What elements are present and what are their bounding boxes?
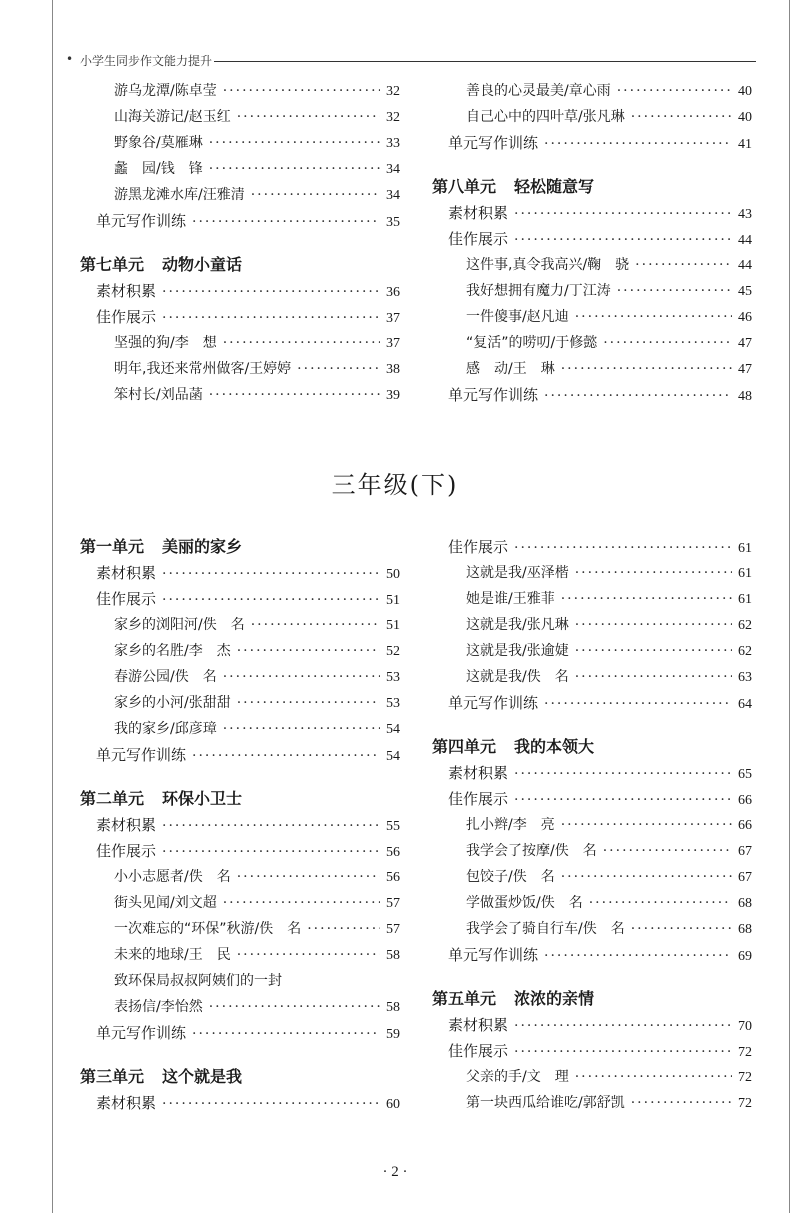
toc-page-number: 67: [738, 844, 752, 859]
toc-article-entry[interactable]: [432, 586, 752, 612]
unit-heading: [432, 986, 752, 1012]
toc-entry-label: 游黑龙滩水库/汪雅清: [114, 187, 245, 203]
section-gap: [432, 156, 752, 174]
toc-entry-label: 明年,我还来常州做客/王婷婷: [114, 361, 292, 377]
toc-entry-label: 街头见闻/刘文超: [114, 895, 217, 911]
toc-entry-label: 一件傻事/赵凡迪: [466, 309, 569, 325]
dot-leader: [251, 612, 380, 638]
toc-entry-label: 单元写作训练: [448, 946, 539, 964]
toc-page-number: 45: [738, 284, 752, 299]
toc-entry-label: 我学会了按摩/佚 名: [466, 843, 597, 859]
toc-article-entry[interactable]: [432, 638, 752, 664]
toc-section-entry[interactable]: [80, 1090, 400, 1116]
toc-page-number: 32: [386, 84, 400, 99]
toc-section-entry[interactable]: [432, 382, 752, 408]
toc-page-number: 46: [738, 310, 752, 325]
toc-entry-label: 佳作展示: [448, 1042, 509, 1060]
dot-leader: [544, 691, 732, 717]
toc-page-number: 66: [738, 793, 752, 808]
unit-title: 我的本领大: [514, 737, 595, 756]
unit-heading: [80, 252, 400, 278]
toc-column-top-right: [432, 78, 752, 408]
dot-leader: [192, 209, 380, 235]
dot-leader: [237, 690, 380, 716]
toc-entry-label: 素材积累: [96, 816, 157, 834]
toc-page-number: 72: [738, 1045, 752, 1060]
dot-leader: [514, 1013, 732, 1039]
dot-leader: [307, 916, 380, 942]
toc-page-number: 69: [738, 949, 752, 964]
toc-section-entry[interactable]: [80, 586, 400, 612]
dot-leader: [162, 561, 380, 587]
toc-page-number: 51: [386, 618, 400, 633]
dot-leader: [237, 104, 380, 130]
unit-heading: [432, 174, 752, 200]
toc-entry-label: 佳作展示: [96, 590, 157, 608]
dot-leader: [575, 1064, 732, 1090]
toc-article-entry[interactable]: [80, 130, 400, 156]
toc-section-entry[interactable]: [80, 742, 400, 768]
unit-number: 第二单元: [80, 789, 145, 808]
toc-section-entry[interactable]: [432, 690, 752, 716]
toc-entry-label: 一次难忘的“环保”秋游/佚 名: [114, 921, 302, 937]
toc-section-entry[interactable]: [80, 278, 400, 304]
toc-article-entry[interactable]: [432, 1090, 752, 1116]
unit-number: 第五单元: [432, 989, 497, 1008]
toc-page-number: 37: [386, 336, 400, 351]
toc-entry-label: 素材积累: [448, 204, 509, 222]
toc-entry-label: 表扬信/李怡然: [114, 999, 203, 1015]
toc-entry-label: 素材积累: [96, 564, 157, 582]
toc-entry-label: 这就是我/张凡琳: [466, 617, 569, 633]
toc-article-entry[interactable]: [432, 864, 752, 890]
toc-page-number: 62: [738, 618, 752, 633]
dot-leader: [209, 130, 380, 156]
dot-leader: [631, 1090, 732, 1116]
toc-page-number: 61: [738, 592, 752, 607]
toc-entry-label: 春游公园/佚 名: [114, 669, 217, 685]
toc-article-entry[interactable]: [432, 78, 752, 104]
dot-leader: [192, 1021, 380, 1047]
dot-leader: [561, 356, 732, 382]
toc-article-entry[interactable]: [432, 104, 752, 130]
toc-entry-label: 这件事,真令我高兴/鞠 骁: [466, 257, 630, 273]
toc-article-entry[interactable]: [80, 638, 400, 664]
dot-leader: [617, 78, 732, 104]
toc-page-number: 54: [386, 722, 400, 737]
toc-article-entry[interactable]: [432, 838, 752, 864]
toc-page-number: 37: [386, 311, 400, 326]
toc-page-number: 55: [386, 819, 400, 834]
toc-column-top-left: [80, 78, 400, 408]
toc-page-number: 68: [738, 896, 752, 911]
dot-leader: [575, 304, 732, 330]
dot-leader: [223, 890, 380, 916]
toc-page-number: 68: [738, 922, 752, 937]
toc-entry-label: 素材积累: [96, 1094, 157, 1112]
toc-article-entry[interactable]: [432, 890, 752, 916]
toc-page-number: 70: [738, 1019, 752, 1034]
dot-leader: [209, 994, 380, 1020]
toc-entry-label: 单元写作训练: [96, 212, 187, 230]
toc-entry-label: 单元写作训练: [448, 694, 539, 712]
toc-article-entry[interactable]: [432, 252, 752, 278]
toc-article-entry[interactable]: [432, 612, 752, 638]
toc-article-entry[interactable]: [80, 994, 400, 1020]
dot-leader: [575, 612, 732, 638]
unit-number: 第三单元: [80, 1067, 145, 1086]
toc-entry-label: 佳作展示: [448, 790, 509, 808]
dot-leader: [162, 1091, 380, 1117]
toc-page-number: 34: [386, 162, 400, 177]
toc-entry-label: 素材积累: [448, 1016, 509, 1034]
toc-article-entry[interactable]: [80, 690, 400, 716]
toc-page-number: 53: [386, 670, 400, 685]
toc-page-number: 65: [738, 767, 752, 782]
toc-page-number: 35: [386, 215, 400, 230]
toc-entry-continued[interactable]: 致环保局叔叔阿姨们的一封: [114, 973, 282, 989]
toc-entry-label: 父亲的手/文 理: [466, 1069, 569, 1085]
toc-entry-label: 蠡 园/钱 锋: [114, 161, 203, 177]
toc-entry-label: 我的家乡/邱彦璋: [114, 721, 217, 737]
toc-entry-label: 单元写作训练: [96, 746, 187, 764]
toc-entry-label: 单元写作训练: [448, 134, 539, 152]
toc-entry-label: 善良的心灵最美/章心雨: [466, 83, 611, 99]
toc-entry-label: 包饺子/佚 名: [466, 869, 555, 885]
toc-article-entry[interactable]: [80, 156, 400, 182]
section-gap: [80, 1046, 400, 1064]
toc-entry-label: 家乡的名胜/李 杰: [114, 643, 231, 659]
toc-entry-label: 自己心中的四叶草/张凡琳: [466, 109, 625, 125]
toc-page-number: 40: [738, 84, 752, 99]
toc-article-entry[interactable]: [80, 864, 400, 890]
toc-page-number: 39: [386, 388, 400, 403]
toc-page-number: 58: [386, 1000, 400, 1015]
dot-leader: [514, 761, 732, 787]
unit-number: 第七单元: [80, 255, 145, 274]
page-number: · 2 ·: [382, 1164, 408, 1180]
toc-entry-label: 佳作展示: [448, 538, 509, 556]
dot-leader: [162, 587, 380, 613]
toc-entry-label: 这就是我/佚 名: [466, 669, 569, 685]
toc-page-number: 60: [386, 1097, 400, 1112]
toc-page-number: 67: [738, 870, 752, 885]
dot-leader: [617, 278, 732, 304]
unit-number: 第八单元: [432, 177, 497, 196]
dot-leader: [192, 743, 380, 769]
section-gap: [80, 768, 400, 786]
dot-leader: [162, 813, 380, 839]
toc-entry-label: 第一块西瓜给谁吃/郭舒凯: [466, 1095, 625, 1111]
toc-page-number: 57: [386, 896, 400, 911]
toc-page-number: 56: [386, 845, 400, 860]
toc-entry-label: 佳作展示: [448, 230, 509, 248]
toc-entry-label: 坚强的狗/李 想: [114, 335, 217, 351]
toc-entry-label: 家乡的小河/张甜甜: [114, 695, 231, 711]
toc-entry-label: 佳作展示: [96, 308, 157, 326]
dot-leader: [514, 227, 732, 253]
toc-section-entry[interactable]: [432, 760, 752, 786]
unit-title: 美丽的家乡: [162, 537, 243, 556]
dot-leader: [162, 839, 380, 865]
dot-leader: [514, 201, 732, 227]
dot-leader: [544, 383, 732, 409]
unit-number: 第四单元: [432, 737, 497, 756]
toc-section-entry[interactable]: [80, 560, 400, 586]
toc-column-bottom-right: [432, 534, 752, 1116]
toc-section-entry[interactable]: [80, 838, 400, 864]
section-gap: [80, 234, 400, 252]
toc-page-number: 62: [738, 644, 752, 659]
toc-page-number: 59: [386, 1027, 400, 1042]
toc-page-number: 40: [738, 110, 752, 125]
section-gap: [432, 968, 752, 986]
toc-article-entry[interactable]: [432, 304, 752, 330]
toc-page-number: 58: [386, 948, 400, 963]
toc-page-number: 44: [738, 258, 752, 273]
toc-page-number: 66: [738, 818, 752, 833]
toc-section-entry[interactable]: [432, 534, 752, 560]
unit-title: 动物小童话: [162, 255, 243, 274]
toc-page-number: 33: [386, 136, 400, 151]
toc-section-entry[interactable]: [432, 1038, 752, 1064]
toc-entry-label: 我好想拥有魔力/丁江涛: [466, 283, 611, 299]
dot-leader: [209, 156, 380, 182]
toc-entry-label: 未来的地球/王 民: [114, 947, 231, 963]
toc-page-number: 41: [738, 137, 752, 152]
toc-entry-label: 笨村长/刘品菡: [114, 387, 203, 403]
dot-leader: [514, 535, 732, 561]
toc-entry-label: 素材积累: [448, 764, 509, 782]
toc-article-entry[interactable]: [80, 182, 400, 208]
toc-entry-label: 我学会了骑自行车/佚 名: [466, 921, 625, 937]
dot-leader: [635, 252, 732, 278]
dot-leader: [223, 78, 380, 104]
dot-leader: [162, 279, 380, 305]
dot-leader: [561, 812, 732, 838]
toc-entry-label: 学做蛋炒饭/佚 名: [466, 895, 583, 911]
toc-column-bottom-left: [80, 534, 400, 1116]
dot-leader: [544, 131, 732, 157]
toc-entry-label: 小小志愿者/佚 名: [114, 869, 231, 885]
toc-article-entry[interactable]: [80, 942, 400, 968]
dot-leader: [589, 890, 732, 916]
toc-entry-label: 山海关游记/赵玉红: [114, 109, 231, 125]
dot-leader: [251, 182, 380, 208]
toc-page-number: 43: [738, 207, 752, 222]
toc-article-entry[interactable]: [432, 560, 752, 586]
toc-page-number: 50: [386, 567, 400, 582]
toc-article-entry[interactable]: [432, 1064, 752, 1090]
toc-article-entry[interactable]: [80, 104, 400, 130]
dot-leader: [237, 864, 380, 890]
toc-article-entry[interactable]: [80, 612, 400, 638]
toc-article-entry[interactable]: [432, 330, 752, 356]
toc-entry-label: 这就是我/张逾婕: [466, 643, 569, 659]
toc-article-entry[interactable]: [432, 916, 752, 942]
toc-entry-label: 野象谷/莫雁琳: [114, 135, 203, 151]
dot-leader: [603, 330, 732, 356]
dot-leader: [603, 838, 732, 864]
toc-article-entry[interactable]: [432, 664, 752, 690]
header-title: 小学生同步作文能力提升: [80, 54, 213, 68]
toc-page-number: 61: [738, 566, 752, 581]
toc-page-number: 57: [386, 922, 400, 937]
unit-title: 浓浓的亲情: [514, 989, 595, 1008]
toc-entry-label: 佳作展示: [96, 842, 157, 860]
toc-page-number: 34: [386, 188, 400, 203]
toc-section-entry[interactable]: [432, 200, 752, 226]
toc-section-entry[interactable]: [432, 1012, 752, 1038]
toc-page-number: 47: [738, 336, 752, 351]
toc-article-entry[interactable]: [80, 356, 400, 382]
unit-title: 这个就是我: [162, 1067, 243, 1086]
toc-page-number: 36: [386, 285, 400, 300]
toc-page-number: 53: [386, 696, 400, 711]
toc-entry-label: 扎小辫/李 亮: [466, 817, 555, 833]
toc-entry-label: “复活”的唠叨/于修懿: [466, 335, 598, 351]
dot-leader: [631, 916, 732, 942]
toc-article-entry[interactable]: [80, 330, 400, 356]
dot-leader: [575, 638, 732, 664]
dot-leader: [297, 356, 380, 382]
toc-page-number: 32: [386, 110, 400, 125]
toc-article-entry[interactable]: [80, 78, 400, 104]
dot-leader: [575, 560, 732, 586]
dot-leader: [237, 942, 380, 968]
toc-page-number: 54: [386, 749, 400, 764]
toc-entry-label: 这就是我/巫泽楷: [466, 565, 569, 581]
toc-section-entry[interactable]: [80, 304, 400, 330]
toc-entry-label: 素材积累: [96, 282, 157, 300]
dot-leader: [575, 664, 732, 690]
toc-section-entry[interactable]: [432, 942, 752, 968]
toc-page-number: 51: [386, 593, 400, 608]
toc-section-entry[interactable]: [432, 130, 752, 156]
dot-leader: [561, 586, 732, 612]
toc-section-entry[interactable]: [80, 812, 400, 838]
unit-heading: [432, 734, 752, 760]
toc-entry-label: 她是谁/王雅菲: [466, 591, 555, 607]
unit-heading: [80, 1064, 400, 1090]
dot-leader: [544, 943, 732, 969]
toc-section-entry[interactable]: [432, 226, 752, 252]
dot-leader: [514, 787, 732, 813]
unit-heading: [80, 534, 400, 560]
toc-page-number: 48: [738, 389, 752, 404]
toc-page-number: 44: [738, 233, 752, 248]
toc-page-number: 61: [738, 541, 752, 556]
toc-article-entry[interactable]: [80, 382, 400, 408]
toc-entry-label: 感 动/王 琳: [466, 361, 555, 377]
dot-leader: [631, 104, 732, 130]
section-gap: [432, 716, 752, 734]
dot-leader: [237, 638, 380, 664]
dot-leader: [561, 864, 732, 890]
toc-article-entry[interactable]: [80, 664, 400, 690]
dot-leader: [223, 330, 380, 356]
toc-page-number: 72: [738, 1096, 752, 1111]
toc-page-number: 52: [386, 644, 400, 659]
toc-entry-label: 单元写作训练: [96, 1024, 187, 1042]
toc-entry-label: 游乌龙潭/陈卓莹: [114, 83, 217, 99]
toc-article-entry[interactable]: [80, 716, 400, 742]
unit-heading: [80, 786, 400, 812]
toc-page-number: 47: [738, 362, 752, 377]
unit-title: 轻松随意写: [514, 177, 595, 196]
dot-leader: [209, 382, 380, 408]
toc-section-entry[interactable]: [432, 786, 752, 812]
unit-title: 环保小卫士: [162, 789, 243, 808]
toc-section-entry[interactable]: [80, 1020, 400, 1046]
header-bullet: •: [66, 52, 74, 66]
toc-page-number: 56: [386, 870, 400, 885]
running-header: [66, 52, 756, 70]
toc-page-number: 64: [738, 697, 752, 712]
toc-section-entry[interactable]: [80, 208, 400, 234]
toc-entry-label: 单元写作训练: [448, 386, 539, 404]
toc-article-entry[interactable]: [80, 916, 400, 942]
toc-page-number: 38: [386, 362, 400, 377]
toc-article-entry[interactable]: [80, 890, 400, 916]
unit-number: 第一单元: [80, 537, 145, 556]
toc-article-entry[interactable]: [432, 278, 752, 304]
dot-leader: [223, 716, 380, 742]
dot-leader: [514, 1039, 732, 1065]
toc-page-number: 63: [738, 670, 752, 685]
dot-leader: [223, 664, 380, 690]
dot-leader: [162, 305, 380, 331]
toc-page-number: 72: [738, 1070, 752, 1085]
toc-entry-label: 家乡的浏阳河/佚 名: [114, 617, 245, 633]
grade-title: 三年级(下): [331, 471, 459, 499]
toc-article-entry[interactable]: [432, 356, 752, 382]
header-rule: [214, 61, 756, 62]
toc-article-entry[interactable]: [432, 812, 752, 838]
